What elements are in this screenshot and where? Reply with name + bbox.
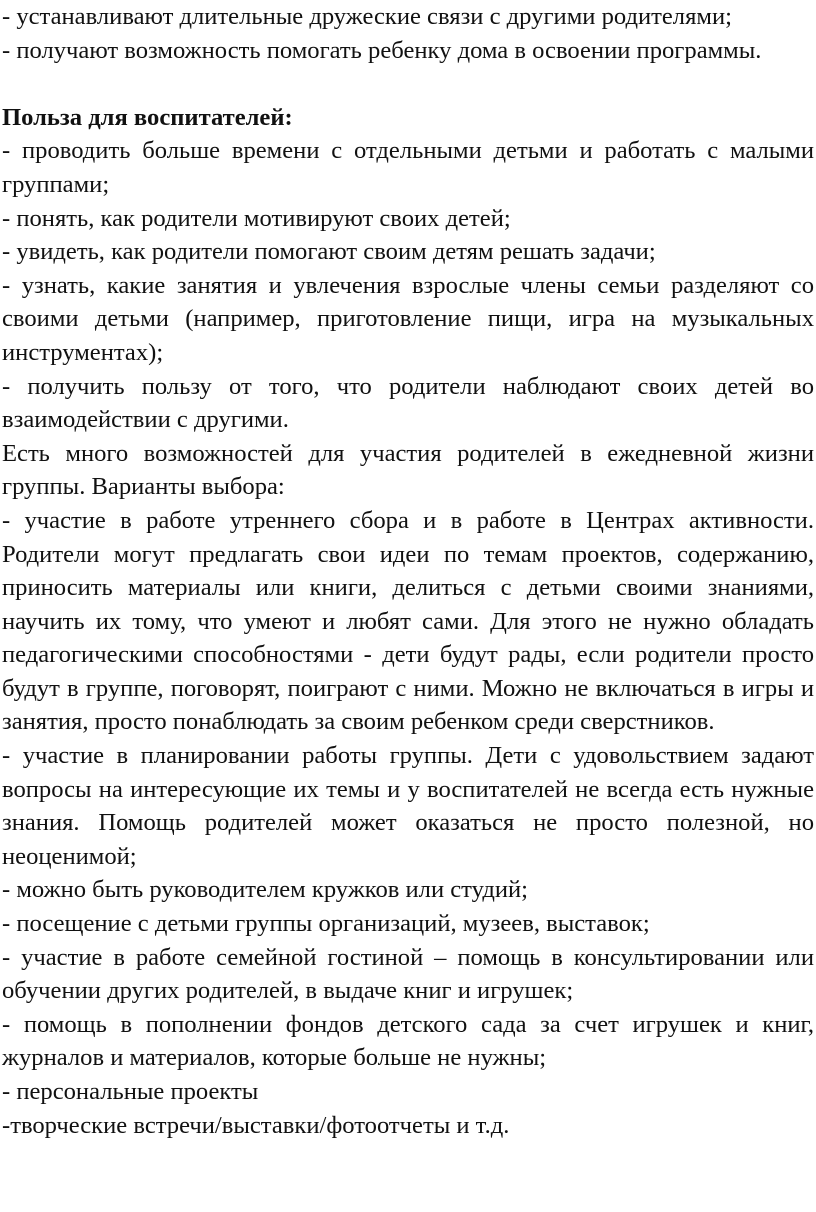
list-item: - можно быть руководителем кружков или студий; [2,876,529,904]
list-item: - участие в планировании работы группы. Дети с удовольствием задают вопросы на интересующие их темы и у воспитателей не всегда есть нужные знания. Помощь родителей может оказаться не просто полезной, но неоценимой; [2,742,814,870]
list-item: - помощь в пополнении фондов детского сада за счет игрушек и книг, журналов и материалов, которые больше не нужны; [2,1010,814,1072]
paragraph-options-intro: Есть много возможностей для участия родителей в ежедневной жизни группы. Варианты выбора: [2,439,814,501]
list-item: - посещение с детьми группы организаций, музеев, выставок; [2,910,650,938]
list-item: - увидеть, как родители помогают своим детям решать задачи; [2,238,656,266]
paragraph-help-at-home: - получают возможность помогать ребенку дома в освоении программы. [2,36,762,64]
list-item: -творческие встречи/выставки/фотоотчеты и т.д. [2,1111,510,1139]
document-page [2,0,814,1142]
list-item: - участие в работе утреннего сбора и в работе в Центрах активности. Родители могут предлагать свои идеи по темам проектов, содержанию, приносить материалы или книги, делиться с детьми своими знаниями, научить их тому, что умеют и любят сами. Для этого не нужно обладать педагогическими способностями - дети будут рады, если родители просто будут в группе, поговорят, поиграют с ними. Можно не включаться в игры и занятия, просто понаблюдать за своим ребенком среди сверстников. [2,506,814,736]
blank-line [2,67,814,101]
paragraph-friendly-ties: - устанавливают длительные дружеские связи с другими родителями; [2,3,732,30]
list-item: - узнать, какие занятия и увлечения взрослые члены семьи разделяют со своими детьми (например, приготовление пищи, игра на музыкальных инструментах); [2,271,814,366]
list-item: - получить пользу от того, что родители наблюдают своих детей во взаимодействии с другими. [2,372,814,434]
list-item: - персональные проекты [2,1078,259,1105]
list-item: - участие в работе семейной гостиной – помощь в консультировании или обучении других родителей, в выдаче книг и игрушек; [2,943,814,1005]
section-heading: Польза для воспитателей: [2,103,293,131]
list-item: - проводить больше времени с отдельными детьми и работать с малыми группами; [2,137,814,198]
list-item: - понять, как родители мотивируют своих детей; [2,204,511,232]
